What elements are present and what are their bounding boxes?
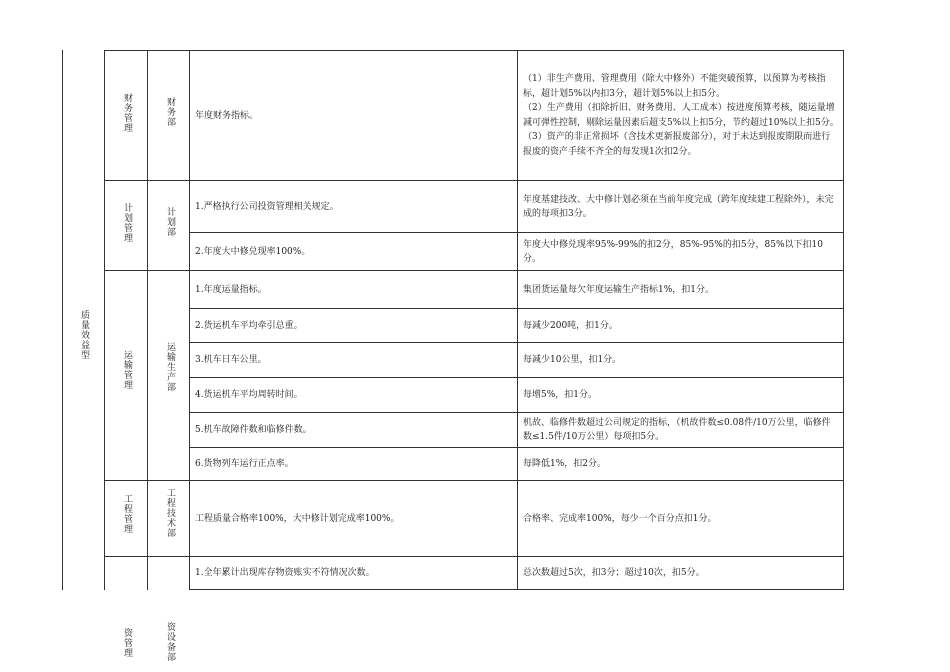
group-department-engineering: 工程技术部 xyxy=(165,488,175,538)
indicator-cell: 1.年度运量指标。 xyxy=(195,284,267,295)
grid-line xyxy=(147,50,148,590)
standard-cell: 合格率、完成率100%，每少一个百分点扣1分。 xyxy=(523,513,717,524)
standard-cell: 每增5%，扣1分。 xyxy=(523,390,598,400)
standard-cell: 集团货运量每欠年度运输生产指标1%，扣1分。 xyxy=(523,284,715,295)
standard-cell: （1）非生产费用、管理费用（除大中修外）不能突破预算，以预算为考核指标，超计划5%以内扣3分，超计划5%以上扣5分。 （2）生产费用（扣除折旧、财务费用、人工成本）按进度预算考核，随运量增减可弹性控制，剔除运量因素后超支5%以上扣5分，节约超过10%以上扣5分。 （3）资产的非正常损坏（含技术更新报废部分），对于未达到报废期限而进行报废的资产手续不齐全的每发现1次扣2分。 xyxy=(523,74,839,157)
standard-cell: 年度大中修兑现率95%-99%的扣2分，85%-95%的扣5分，85%以下扣10分。 xyxy=(523,239,824,264)
indicator-cell: 2.货运机车平均牵引总重。 xyxy=(195,320,303,331)
grid-line xyxy=(62,50,63,590)
group-department-plan: 计划部 xyxy=(165,207,175,237)
group-category-transport: 运输管理 xyxy=(122,350,132,390)
indicator-cell: 4.货运机车平均周转时间。 xyxy=(195,390,303,400)
standard-cell: 每减少200吨，扣1分。 xyxy=(523,320,618,331)
grid-line xyxy=(189,589,844,590)
standard-cell: 总次数超过5次，扣3分；超过10次，扣5分。 xyxy=(523,568,705,578)
indicator-cell: 1.严格执行公司投资管理相关规定。 xyxy=(195,201,339,212)
group-department-materials: 资设备部 xyxy=(165,622,175,662)
indicator-cell: 5.机车故障件数和临修件数。 xyxy=(195,425,312,435)
indicator-cell: 年度财务指标。 xyxy=(195,110,259,121)
indicator-cell: 6.货物列车运行正点率。 xyxy=(195,459,294,469)
category-label: 质量效益型 xyxy=(79,310,89,360)
indicator-cell: 工程质量合格率100%，大中修计划完成率100%。 xyxy=(195,513,400,524)
grid-line xyxy=(843,50,844,590)
group-category-finance: 财务管理 xyxy=(122,93,132,133)
standard-cell: 机故、临修件数超过公司规定的指标，（机故件数≤0.08件/10万公里，临修件数≤1.5件/10万公里）每项扣5分。 xyxy=(523,418,831,442)
grid-line xyxy=(104,50,105,590)
indicator-cell: 2.年度大中修兑现率100%。 xyxy=(195,246,311,257)
standard-cell: 年度基建技改、大中修计划必须在当前年度完成（跨年度续建工程除外），未完成的每项扣3分。 xyxy=(523,194,834,219)
indicator-cell: 1.全年累计出现库存物资账实不符情况次数。 xyxy=(195,568,375,578)
group-category-plan: 计划管理 xyxy=(122,203,132,243)
group-department-transport: 运输生产部 xyxy=(165,342,175,392)
standard-cell: 每降低1%，扣2分。 xyxy=(523,459,607,469)
group-department-finance: 财务部 xyxy=(165,97,175,127)
group-category-materials: 资管理 xyxy=(122,628,132,658)
standard-cell: 每减少10公里，扣1分。 xyxy=(523,355,622,365)
group-category-engineering: 工程管理 xyxy=(122,494,132,534)
indicator-cell: 3.机车日车公里。 xyxy=(195,355,267,365)
